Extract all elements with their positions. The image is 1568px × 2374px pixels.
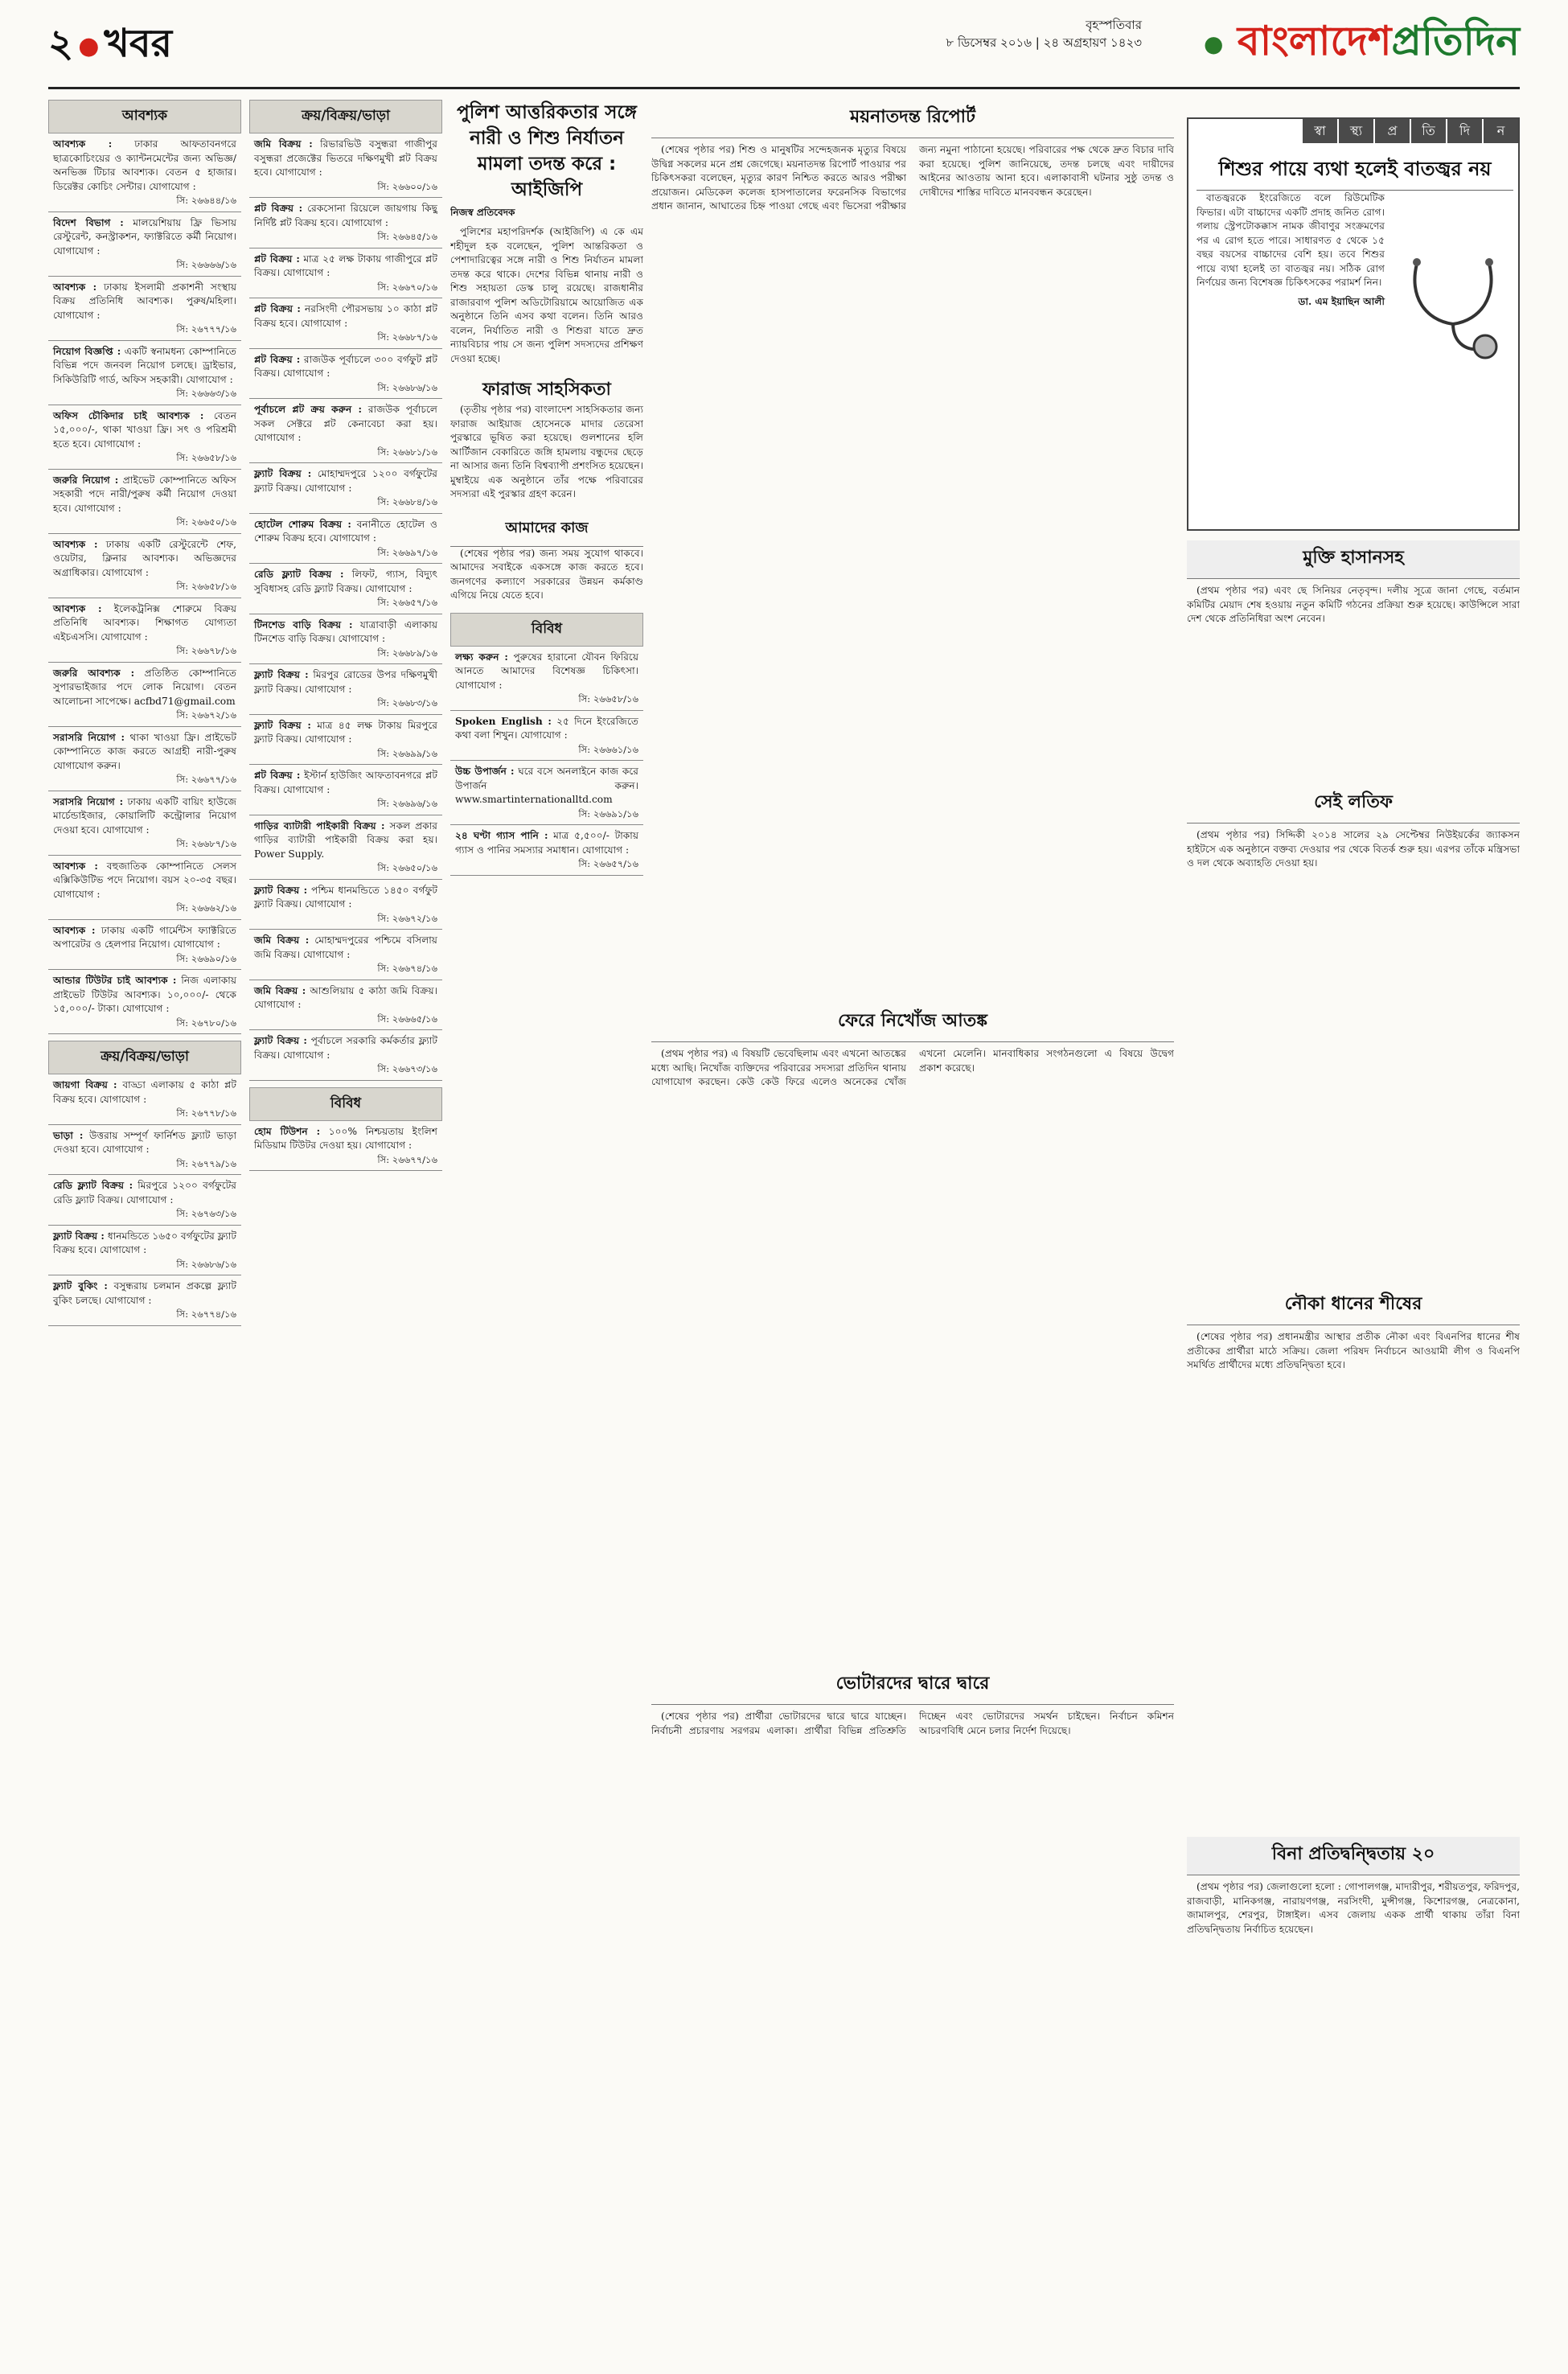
classified-ad[interactable] (48, 133, 241, 212)
ad-lead: প্লট বিক্রয় : (254, 353, 301, 365)
ads-list-buysell (48, 1074, 241, 1326)
ad-text: মাত্র ৪৫ লক্ষ টাকায় মিরপুরে ফ্ল্যাট বিক্রয়। যোগাযোগ : (254, 719, 438, 745)
ad-text: মোহাম্মদপুরের পশ্চিমে বসিলায় জমি বিক্রয়। যোগাযোগ : (254, 934, 437, 960)
article-autopsy-body (651, 143, 1174, 996)
ad-text: একটি স্বনামধন্য কোম্পানিতে বিভিন্ন পদে জনবল নিয়োগ চলছে। ড্রাইভার, সিকিউরিটি গার্ড, অফিস সহকারী। যোগাযোগ : (53, 345, 236, 385)
ad-text: নরসিংদী পৌরসভায় ১০ কাঠা প্লট বিক্রয় হবে। যোগাযোগ : (254, 303, 437, 329)
ad-text: মাত্র ২৫ লক্ষ টাকায় গাজীপুরে প্লট বিক্রয়। যোগাযোগ : (254, 253, 437, 278)
health-author: ডা. এম ইয়াছিন আলী (1298, 295, 1385, 307)
classified-ad[interactable] (48, 212, 241, 277)
ad-text: মাত্র ৫,৫০০/- টাকায় গ্যাস ও পানির সমস্যার সমাধান। যোগাযোগ : (455, 830, 639, 856)
classified-ad[interactable] (249, 198, 442, 248)
classified-ad[interactable] (249, 880, 442, 930)
ad-lead: টিনশেড বাড়ি বিক্রয় : (254, 618, 353, 630)
article-latif-text: (প্রথম পৃষ্ঠার পর) সিদ্দিকী ২০১৪ সালের ২৯ সেপ্টেম্বর নিউইয়র্কের জ্যাকসন হাইটসে এক অনুষ্ঠানে বক্তব্য দেওয়ার পর থেকে বিতর্ক শুরু হয়। এরপর তাঁকে মন্ত্রিসভা ও দল থেকে অব্যাহতি দেওয়া হয়। (1187, 829, 1520, 869)
ad-code: সি: ২৬৬৭২/১৬ (377, 912, 437, 924)
health-strip (1301, 119, 1518, 143)
ad-text: রেকসোনা রিয়েলে জায়গায় কিছু নির্দিষ্ট প্লট বিক্রয় হবে। যোগাযোগ : (254, 203, 437, 228)
ad-text: আশুলিয়ায় ৫ কাঠা জমি বিক্রয়। যোগাযোগ : (254, 984, 437, 1010)
article-our-work-text: (শেষের পৃষ্ঠার পর) জন্য সময় সুযোগ থাকবে। আমাদের সবাইকে একসঙ্গে কাজ করতে হবে। জনগণের কল্যাণে সরকারের উন্নয়ন কর্মকাণ্ড এগিয়ে নিয়ে যেতে হবে। (450, 547, 643, 601)
headline-missing[interactable]: ফেরে নিখোঁজ আতঙ্ক (651, 1004, 1174, 1042)
ad-code: সি: ২৬৬৬৫/১৬ (377, 1012, 437, 1025)
ad-code: সি: ২৬৬৬৩/১৬ (176, 388, 236, 399)
ad-text: ঢাকায় একটি গার্মেন্টস ফ্যাক্টরিতে অপারেটর ও হেলপার নিয়োগ। যোগাযোগ : (53, 924, 236, 950)
classified-ad[interactable] (249, 980, 442, 1031)
ad-lead: লক্ষ্য করুন : (455, 651, 508, 663)
health-article (1197, 191, 1513, 524)
ad-code: সি: ২৬৭৭৮/১৬ (176, 1107, 236, 1119)
section-name: খবর (104, 21, 173, 66)
ad-code: সি: ২৬৬৮৩/১৬ (377, 697, 437, 709)
section-header-buysell: ক্রয়/বিক্রয়/ভাড়া (48, 1041, 241, 1074)
ad-code: সি: ২৬৭৭৪/১৬ (176, 1308, 236, 1320)
ad-lead: ফ্ল্যাট বিক্রয় : (254, 468, 312, 479)
headline-latif[interactable]: সেই লতিফ (1187, 785, 1520, 824)
ad-lead: জমি বিক্রয় : (254, 138, 313, 150)
ad-code: সি: ২৬৬৮৬/১৬ (176, 1258, 236, 1270)
ad-lead: ফ্ল্যাট বিক্রয় : (254, 1035, 307, 1046)
logo-part1: বাংলাদেশ (1237, 18, 1392, 64)
ad-lead: আবশ্যক : (53, 281, 97, 293)
ad-lead: হোম টিউশন : (254, 1125, 321, 1137)
ad-text: বনানীতে হোটেল ও শোরুম বিক্রয় হবে। যোগাযোগ : (254, 518, 437, 544)
classified-ad[interactable] (249, 715, 442, 766)
health-text: বাতজ্বরকে ইংরেজিতে বলে রিউমেটিক ফিভার। এটা বাচ্চাদের একটি প্রদাহ জনিত রোগ। গলায় স্ট্রেপটোকক্কাস নামক জীবাণুর সংক্রমণের পর এ রোগ হতে পারে। সাধারণত ৫ থেকে ১৫ বছর বয়সের বাচ্চাদের বেশি হয়। তবে শিশুর পায়ে ব্যথা হলেই তা বাতজ্বর নয়। সঠিক রোগ নির্ণয়ের জন্য বিশেষজ্ঞ চিকিৎসকের পরামর্শ নিন। (1197, 192, 1385, 288)
classified-ad[interactable] (48, 920, 241, 971)
ads-list-jobs (48, 133, 241, 1034)
article-voters-text: (শেষের পৃষ্ঠার পর) প্রার্থীরা ভোটারদের দ্বারে দ্বারে যাচ্ছেন। নির্বাচনী প্রচারণায় সরগরম এলাকা। প্রার্থীরা বিভিন্ন প্রতিশ্রুতি দিচ্ছেন এবং ভোটারদের সমর্থন চাইছেন। নির্বাচন কমিশন আচরণবিধি মেনে চলার নির্দেশ দিয়েছে। (651, 1711, 1174, 1736)
stethoscope-icon (1393, 248, 1513, 368)
ad-lead: পূর্বাচলে প্লট ক্রয় করুন : (254, 404, 362, 415)
article-faraaz-body (450, 403, 643, 502)
ad-lead: গাড়ির ব্যাটারী পাইকারী বিক্রয় : (254, 819, 385, 832)
classified-ad[interactable] (249, 765, 442, 815)
ad-text: বাড্ডা এলাকায় ৫ কাঠা প্লট বিক্রয় হবে। যোগাযোগ : (53, 1079, 237, 1105)
ad-text: বেতন ১৫,০০০/-, থাকা খাওয়া ফ্রি। সৎ ও পরিশ্রমী হতে হবে। যোগাযোগ : (53, 409, 236, 450)
section-header-jobs: আবশ্যক (48, 100, 241, 133)
ad-lead: জরুরি নিয়োগ : (53, 474, 119, 486)
ad-lead: প্লট বিক্রয় : (254, 303, 301, 314)
ad-lead: আবশ্যক : (53, 538, 98, 550)
ad-code: সি: ২৬৬৮৬/১৬ (377, 381, 437, 393)
logo-part2: প্রতিদিন (1391, 18, 1520, 64)
classified-ad[interactable] (249, 463, 442, 514)
ads-list-buysell-2 (249, 133, 442, 1081)
ad-text: ঢাকার আফতাবনগরে ছাত্রকোচিংয়ের ও ক্যান্টনমেন্টের জন্য অভিজ্ঞ/অনভিজ্ঞ টিচার আবশ্যক। বেতন ৫ হাজার। ডিরেক্টর কোচিং সেন্টার। যোগাযোগ : (53, 138, 237, 192)
health-strip-letter: স্বা (1303, 119, 1337, 143)
classified-ad[interactable] (249, 248, 442, 299)
section-header-misc-2: বিবিধ (450, 613, 643, 647)
article-faraaz-text: (তৃতীয় পৃষ্ঠার পর) বাংলাদেশ সাহসিকতার জন্য ফারাজ আইয়াজ হোসেনকে মাদার তেরেসা পুরস্কারে ভূষিত করা হয়েছে। গুলশানের হলি আর্টিজান বেকারিতে জঙ্গি হামলায় বন্ধুদের ছেড়ে না আসার জন্য তিনি বিশ্বব্যাপী প্রশংসিত হয়েছেন। মুম্বাইয়ে এক অনুষ্ঠানে তাঁর পক্ষে পরিবারের সদস্যরা এই পুরস্কার গ্রহণ করেন। (450, 404, 643, 499)
ad-lead: ফ্ল্যাট বুকিং : (53, 1280, 108, 1292)
ad-text: মিরপুরে ১২০০ বর্গফুটের রেডি ফ্ল্যাট বিক্রয়। যোগাযোগ : (53, 1180, 236, 1205)
health-headline[interactable]: শিশুর পায়ে ব্যথা হলেই বাতজ্বর নয় (1197, 154, 1513, 191)
classified-ad[interactable] (48, 791, 241, 856)
ad-code: সি: ২৬৬৭৮/১৬ (176, 645, 236, 656)
newspaper-logo[interactable] (1204, 11, 1520, 78)
ad-lead: ২৪ ঘণ্টা গ্যাস পানি : (455, 830, 548, 841)
ad-lead: ফ্ল্যাট বিক্রয় : (254, 884, 308, 896)
ad-code: সি: ২৬৬৯০/১৬ (176, 952, 236, 964)
article-boat-paddy-body (1187, 1330, 1520, 1829)
ad-text: ঘরে বসে অনলাইনে কাজ করে উপার্জন করুন। www.smartinternationalltd.com (455, 766, 639, 805)
ad-code: সি: ২৬৬৭০/১৬ (377, 281, 437, 293)
classified-ad[interactable] (48, 856, 241, 920)
article-latif-body (1187, 828, 1520, 1279)
classified-ad[interactable] (450, 647, 643, 711)
headline-uncontested[interactable]: বিনা প্রতিদ্বন্দ্বিতায় ২০ (1187, 1837, 1520, 1875)
ad-text: রাজউক পূর্বাচলে সকল সেক্টরে প্লট কেনাবেচা করা হয়। যোগাযোগ : (254, 404, 437, 443)
health-box (1187, 117, 1520, 531)
header-divider (48, 87, 1520, 89)
health-strip-letter: প্র (1375, 119, 1410, 143)
headline-release[interactable]: মুক্তি হাসানসহ (1187, 540, 1520, 579)
headline-boat-paddy[interactable]: নৌকা ধানের শীষের (1187, 1287, 1520, 1325)
ad-lead: আবশ্যক : (53, 924, 96, 936)
classified-ad[interactable] (450, 825, 643, 876)
article-igp-text: পুলিশের মহাপরিদর্শক (আইজিপি) এ কে এম শহীদুল হক বলেছেন, পুলিশ আন্তরিকতা ও পেশাদারিত্বের সঙ্গে নারী ও শিশু নির্যাতন মামলা তদন্ত করে থাকে। দেশের বিভিন্ন থানায় নারী ও শিশু সহায়তা ডেস্ক চালু রয়েছে। রাজধানীর রাজারবাগ পুলিশ অডিটোরিয়ামে আয়োজিত এক অনুষ্ঠানে তিনি এসব কথা বলেন। তিনি আরও বলেন, নির্যাতিত নারী ও শিশুরা যাতে দ্রুত ন্যায়বিচার পায় সে জন্য পুলিশ সদস্যদের প্রশিক্ষণ দেওয়া হচ্ছে। (450, 226, 643, 364)
ad-text: পুরুষের হারানো যৌবন ফিরিয়ে আনতে আমাদের বিশেষজ্ঞ চিকিৎসা। যোগাযোগ : (455, 651, 639, 691)
classified-ad[interactable] (48, 470, 241, 534)
ad-code: সি: ২৬৬৮৪/১৬ (377, 496, 437, 507)
headline-faraaz[interactable]: ফারাজ সাহসিকতা (482, 380, 611, 400)
ad-code: সি: ২৬৬৯১/১৬ (578, 807, 638, 819)
byline: নিজস্ব প্রতিবেদক (450, 207, 515, 218)
bullet-icon: ● (78, 31, 100, 60)
ad-text: প্রতিষ্ঠিত কোম্পানিতে সুপারভাইজার পদে লোক নিয়োগ। বেতন আলোচনা সাপেক্ষে। acfbd71@gmail.com (53, 667, 237, 707)
ad-text: রিভারভিউ বসুন্ধরা গাজীপুর বসুন্ধরা প্রজেক্টের ভিতরে দক্ষিণমুখী প্লট বিক্রয় হবে। যোগাযোগ : (254, 138, 437, 178)
ad-text: লিফট, গ্যাস, বিদ্যুৎ সুবিধাসহ রেডি ফ্ল্যাট বিক্রয়। যোগাযোগ : (254, 569, 437, 594)
ad-lead: হোটেল শোরুম বিক্রয় : (254, 518, 351, 530)
ad-code: সি: ২৬৬৫৮/১৬ (578, 693, 638, 704)
classified-ad[interactable] (48, 341, 241, 405)
ad-code: সি: ২৬৬৬২/১৬ (176, 902, 236, 914)
ad-code: সি: ২৬৬৭৭/১৬ (176, 774, 236, 785)
ad-text: ২৫ দিনে ইংরেজিতে কথা বলা শিখুন। যোগাযোগ : (455, 715, 639, 741)
ad-code: সি: ২৬৬৫৮/১৬ (176, 581, 236, 592)
ad-lead: ভাড়া : (53, 1129, 84, 1141)
ad-text: সকল প্রকার গাড়ির ব্যাটারী পাইকারী বিক্রয় করা হয়। Power Supply. (254, 819, 438, 860)
ad-lead: সরাসরি নিয়োগ : (53, 731, 125, 743)
classified-ad[interactable] (249, 930, 442, 980)
article-release-text: (প্রথম পৃষ্ঠার পর) এবং ছে সিনিয়র নেতৃবৃন্দ। দলীয় সূত্রে জানা গেছে, বর্তমান কমিটির মেয়াদ শেষ হওয়ায় নতুন কমিটি গঠনের প্রক্রিয়া শুরু হয়েছে। কাউন্সিলে সারা দেশ থেকে প্রতিনিধিরা অংশ নেবেন। (1187, 585, 1520, 624)
page-label (48, 14, 172, 78)
ad-lead: প্লট বিক্রয় : (254, 253, 300, 265)
ad-text: মালয়েশিয়ায় ফ্রি ভিসায় রেস্টুরেন্ট, কনস্ট্রাকশন, ফ্যাক্টরিতে কর্মী নিয়োগ। যোগাযোগ : (53, 216, 237, 257)
ad-text: মিরপুর রোডের উপর দক্ষিণমুখী ফ্ল্যাট বিক্রয়। যোগাযোগ : (254, 669, 438, 695)
ad-code: সি: ২৬৬৪৪/১৬ (176, 195, 236, 206)
ad-lead: উচ্চ উপার্জন : (455, 766, 515, 777)
classified-ad[interactable] (48, 534, 241, 598)
health-strip-letter: তি (1411, 119, 1446, 143)
ad-text: প্রাইভেট কোম্পানিতে অফিস সহকারী পদে নারী/পুরুষ কর্মী নিয়োগ দেওয়া হবে। যোগাযোগ : (53, 474, 236, 514)
classified-ad[interactable] (450, 761, 643, 825)
ad-code: সি: ২৬৬০০/১৬ (377, 180, 437, 192)
ad-code: সি: ২৬৬৫৭/১৬ (377, 597, 437, 608)
classified-ad[interactable] (48, 405, 241, 470)
ad-lead: রেডি ফ্ল্যাট বিক্রয় : (254, 569, 344, 580)
article-voters-body (651, 1710, 1174, 2273)
ad-text: ইস্টার্ন হাউজিং আফতাবনগরে প্লট বিক্রয়। যোগাযোগ : (254, 770, 437, 795)
article-release-body (1187, 584, 1520, 777)
classified-ad[interactable] (48, 598, 241, 663)
ad-lead: ফ্ল্যাট বিক্রয় : (254, 719, 311, 731)
ad-text: ধানমন্ডিতে ১৬৫০ বর্গফুটের ফ্ল্যাট বিক্রয় হবে। যোগাযোগ : (53, 1230, 237, 1255)
ad-lead: ফ্ল্যাট বিক্রয় : (254, 669, 309, 680)
ad-text: ঢাকায় একটি রেস্টুরেন্টে শেফ, ওয়েটার, ক্লিনার আবশ্যক। অভিজ্ঞদের অগ্রাধিকার। যোগাযোগ : (53, 538, 237, 578)
ad-lead: বিদেশ বিভাগ : (53, 216, 124, 228)
ad-code: সি: ২৬৬৮৭/১৬ (176, 838, 236, 849)
logo-dot-icon: ● (1204, 31, 1224, 57)
ad-code: সি: ২৬৬৭৭/১৬ (377, 1153, 437, 1165)
ad-lead: প্লট বিক্রয় : (254, 203, 303, 214)
classified-ad[interactable] (48, 1175, 241, 1226)
classified-ad[interactable] (249, 664, 442, 715)
health-strip-letter: স্থ্য (1339, 119, 1373, 143)
news-column-4 (651, 100, 1174, 2351)
ads-list-misc (249, 1121, 442, 1172)
ad-code: সি: ২৬৬৮১/১৬ (377, 446, 437, 458)
ad-code: সি: ২৬৬৭২/১৬ (176, 709, 236, 721)
ad-text: বহুজাতিক কোম্পানিতে সেলস এক্সিকিউটিভ পদে নিয়োগ। বয়স ২০-৩৫ বছর। যোগাযোগ : (53, 860, 237, 900)
ad-text: বসুন্ধরায় চলমান প্রকল্পে ফ্ল্যাট বুকিং চলছে। যোগাযোগ : (53, 1280, 237, 1306)
classified-ad[interactable] (249, 815, 442, 880)
headline-voters[interactable]: ভোটারদের দ্বারে দ্বারে (651, 1666, 1174, 1705)
ad-lead: জমি বিক্রয় : (254, 934, 310, 946)
date-label: ৮ ডিসেম্বর ২০১৬ | ২৪ অগ্রহায়ণ ১৪২৩ (946, 35, 1142, 50)
ad-lead: জায়গা বিক্রয় : (53, 1079, 117, 1090)
ad-lead: ফ্ল্যাট বিক্রয় : (53, 1230, 105, 1242)
classified-ad[interactable] (249, 298, 442, 349)
ad-code: সি: ২৬৬৬৬/১৬ (176, 259, 236, 270)
ad-code: সি: ২৬৭৭৯/১৬ (176, 1157, 236, 1169)
article-missing-text: (প্রথম পৃষ্ঠার পর) এ বিষয়টি ভেবেছিলাম এবং এখনো আতঙ্কের মধ্যে আছি। নিখোঁজ ব্যক্তিদের পরিবারের সদস্যরা প্রতিদিন থানায় যোগাযোগ করছেন। কেউ কেউ ফিরে এলেও অনেকের খোঁজ এখনো মেলেনি। মানবাধিকার সংগঠনগুলো এ বিষয়ে উদ্বেগ প্রকাশ করেছে। (651, 1048, 1174, 1087)
classified-ad[interactable] (249, 514, 442, 565)
ad-text: ১০০% নিশ্চয়তায় ইংলিশ মিডিয়াম টিউটর দেওয়া হয়। যোগাযোগ : (254, 1125, 437, 1151)
ad-code: সি: ২৬৬৭৩/১৬ (377, 1063, 437, 1074)
news-column-3 (450, 100, 643, 2351)
ad-lead: আন্ডার টিউটর চাই আবশ্যক : (53, 975, 177, 986)
classified-ad[interactable] (48, 1226, 241, 1276)
ad-code: সি: ২৬৬৫৭/১৬ (578, 858, 638, 869)
classified-ad[interactable] (249, 1030, 442, 1081)
ad-lead: প্লট বিক্রয় : (254, 770, 301, 781)
article-missing-body (651, 1047, 1174, 1658)
classifieds-column-2 (249, 100, 442, 2351)
article-autopsy-text: (শেষের পৃষ্ঠার পর) শিশু ও মানুষটির সন্দেহজনক মৃত্যুর বিষয়ে উদ্বিগ্ন সকলের মনে প্রশ্ন জেগেছে। ময়নাতদন্ত রিপোর্ট পাওয়ার পর চিকিৎসকরা বলেছেন, মৃত্যুর কারণ নিশ্চিত করতে আরও পরীক্ষা প্রয়োজন। মেডিকেল কলেজ হাসপাতালের ফরেনসিক বিভাগের প্রধান জানান, আঘাতের চিহ্ন পাওয়া গেছে এবং ভিসেরা পরীক্ষার জন্য নমুনা পাঠানো হয়েছে। পরিবারের পক্ষ থেকে দ্রুত বিচার দাবি করা হয়েছে। পুলিশ জানিয়েছে, তদন্ত চলছে এবং দায়ীদের আইনের আওতায় আনা হবে। এলাকাবাসী ঘটনার সুষ্ঠু তদন্ত ও দোষীদের শাস্তির দাবিতে মানববন্ধন করেছেন। (651, 144, 1174, 212)
ad-code: সি: ২৬৭৬৩/১৬ (176, 1208, 236, 1219)
classified-ad[interactable] (249, 399, 442, 463)
ad-code: সি: ২৬৬৫০/১৬ (377, 862, 437, 873)
ad-code: সি: ২৬৬৫৮/১৬ (176, 452, 236, 463)
ad-code: সি: ২৬৬৯৯/১৬ (377, 747, 437, 759)
classifieds-column-1 (48, 100, 241, 2351)
classified-ad[interactable] (48, 727, 241, 791)
classified-ad[interactable] (48, 1074, 241, 1125)
ad-lead: আবশ্যক : (53, 138, 113, 150)
classified-ad[interactable] (249, 1121, 442, 1172)
ad-code: সি: ২৬৬৮৯/১৬ (377, 647, 437, 659)
headline-autopsy[interactable]: ময়নাতদন্ত রিপোর্ট (651, 100, 1174, 138)
ad-text: ঢাকায় ইসলামী প্রকাশনী সংস্থায় বিক্রয় প্রতিনিধি আবশ্যক। পুরুষ/মহিলা। যোগাযোগ : (53, 281, 237, 321)
ad-lead: জরুরি আবশ্যক : (53, 667, 135, 679)
ad-lead: জমি বিক্রয় : (254, 984, 306, 996)
classified-ad[interactable] (249, 133, 442, 198)
masthead (48, 11, 1520, 66)
classified-ad[interactable] (48, 1125, 241, 1176)
headline-our-work[interactable]: আমাদের কাজ (450, 513, 643, 547)
ad-text: মোহাম্মদপুরে ১২০০ বর্গফুটের ফ্ল্যাট বিক্রয়। যোগাযোগ : (254, 468, 438, 494)
article-igp-body (450, 225, 643, 366)
ad-code: সি: ২৬৬৪৫/১৬ (377, 231, 437, 242)
ad-code: সি: ২৬৭৭৭/১৬ (176, 323, 236, 335)
ad-lead: আবশ্যক : (53, 602, 102, 614)
ad-text: উত্তরায় সম্পূর্ণ ফার্নিশড ফ্ল্যাট ভাড়া দেওয়া হবে। যোগাযোগ : (53, 1129, 237, 1155)
article-uncontested-body (1187, 1880, 1520, 2298)
ad-lead: সরাসরি নিয়োগ : (53, 795, 124, 807)
ad-lead: রেডি ফ্ল্যাট বিক্রয় : (53, 1180, 133, 1191)
news-column-5 (1187, 540, 1520, 2350)
classified-ad[interactable] (450, 711, 643, 762)
ad-code: সি: ২৬৬৮৭/১৬ (377, 331, 437, 343)
headline-igp[interactable]: পুলিশ আত্তরিকতার সঙ্গে নারী ও শিশু নির্যাতন মামলা তদন্ত করে : আইজিপি (457, 102, 637, 200)
ads-list-misc-2 (450, 647, 643, 876)
ad-text: ঢাকায় একটি বায়িং হাউজে মার্চেন্ডাইজার, কোয়ালিটি কন্ট্রোলার নিয়োগ দেওয়া হবে। যোগাযোগ : (53, 795, 236, 836)
section-header-misc: বিবিধ (249, 1087, 442, 1121)
ad-text: পশ্চিম ধানমন্ডিতে ১৪৫০ বর্গফুট ফ্ল্যাট বিক্রয়। যোগাযোগ : (254, 884, 437, 910)
ad-code: সি: ২৬৬৬১/১৬ (578, 743, 638, 755)
day-label: বৃহস্পতিবার (1086, 18, 1142, 32)
section-header-buysell-2: ক্রয়/বিক্রয়/ভাড়া (249, 100, 442, 133)
ad-text: ইলেকট্রনিক্স শোরুমে বিক্রয় প্রতিনিধি আবশ্যক। শিক্ষাগত যোগ্যতা এইচএসসি। যোগাযোগ : (53, 602, 237, 643)
classified-ad[interactable] (48, 663, 241, 727)
article-our-work-body (450, 547, 643, 603)
ad-text: যাত্রাবাড়ী এলাকায় টিনশেড বাড়ি বিক্রয়। যোগাযোগ : (254, 618, 437, 644)
classified-ad[interactable] (249, 564, 442, 614)
classified-ad[interactable] (249, 614, 442, 665)
page-number: ২ (48, 21, 74, 66)
ad-code: সি: ২৬৬৫০/১৬ (176, 516, 236, 528)
ad-text: পূর্বাচলে সরকারি কর্মকর্তার ফ্ল্যাট বিক্রয়। যোগাযোগ : (254, 1035, 438, 1061)
classified-ad[interactable] (48, 277, 241, 341)
ad-lead: নিয়োগ বিজ্ঞপ্তি : (53, 345, 121, 357)
ad-code: সি: ২৬৬৭৪/১৬ (377, 963, 437, 974)
ad-code: সি: ২৬৭৮০/১৬ (176, 1017, 236, 1029)
ad-code: সি: ২৬৬৯৬/১৬ (377, 798, 437, 809)
ad-lead: আবশ্যক : (53, 860, 98, 872)
health-strip-letter: দি (1447, 119, 1482, 143)
classified-ad[interactable] (48, 970, 241, 1034)
ad-lead: Spoken English : (455, 715, 552, 727)
dateline (946, 16, 1142, 51)
ad-text: থাকা খাওয়া ফ্রি। প্রাইভেট কোম্পানিতে কাজ করতে আগ্রহী নারী-পুরুষ যোগাযোগ করুন। (53, 731, 237, 771)
health-strip-letter: ন (1484, 119, 1518, 143)
ad-lead: অফিস চৌকিদার চাই আবশ্যক : (53, 409, 204, 421)
classified-ad[interactable] (249, 349, 442, 400)
article-boat-paddy-text: (শেষের পৃষ্ঠার পর) প্রধানমন্ত্রীর আস্থার প্রতীক নৌকা এবং বিএনপির ধানের শীষ প্রতীকের প্রার্থীরা মাঠে সক্রিয়। জেলা পরিষদ নির্বাচনে আওয়ামী লীগ ও বিএনপি সমর্থিত প্রার্থীদের মধ্যে প্রতিদ্বন্দ্বিতা হবে। (1187, 1331, 1520, 1370)
ad-code: সি: ২৬৬৯৭/১৬ (377, 546, 437, 558)
article-uncontested-text: (প্রথম পৃষ্ঠার পর) জেলাগুলো হলো : গোপালগঞ্জ, মাদারীপুর, শরীয়তপুর, ফরিদপুর, রাজবাড়ী, মানিকগঞ্জ, নারায়ণগঞ্জ, নরসিংদী, মুন্সীগঞ্জ, কিশোরগঞ্জ, নেত্রকোনা, জামালপুর, শেরপুর, টাঙ্গাইল। এসব জেলায় একক প্রার্থী থাকায় তাঁরা বিনা প্রতিদ্বন্দ্বিতায় নির্বাচিত হয়েছেন। (1187, 1881, 1520, 1935)
ad-text: নিজ এলাকায় প্রাইভেট টিউটর আবশ্যক। ১০,০০০/- থেকে ১৫,০০০/- টাকা। যোগাযোগ : (53, 975, 237, 1014)
classified-ad[interactable] (48, 1275, 241, 1326)
ad-text: রাজউক পূর্বাচলে ৩০০ বর্গফুট প্লট বিক্রয়। যোগাযোগ : (254, 353, 438, 379)
